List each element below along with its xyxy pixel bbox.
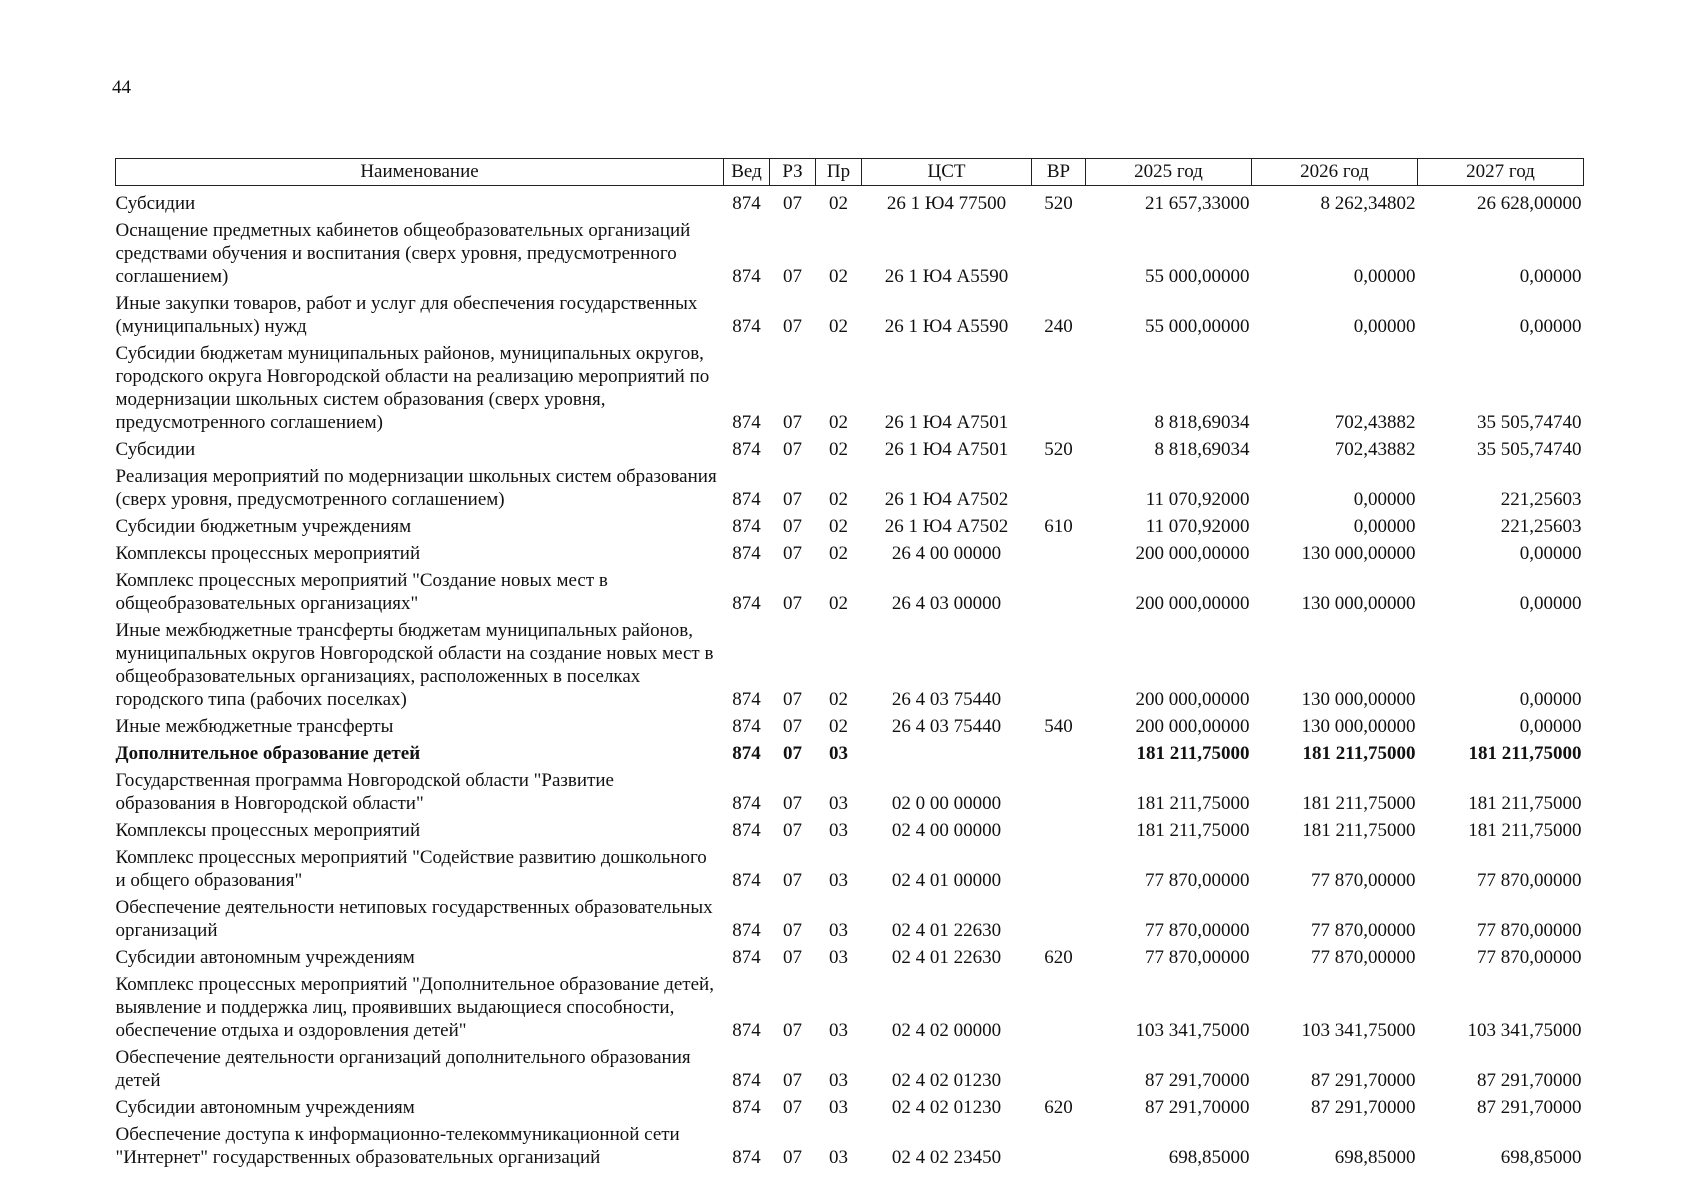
cell-2026: 77 870,00000 bbox=[1311, 920, 1416, 941]
cell-2026: 8 262,34802 bbox=[1320, 193, 1416, 214]
cell-rz: 07 bbox=[783, 412, 802, 433]
cell-vr bbox=[1032, 742, 1086, 769]
cell-ved: 874 bbox=[732, 439, 761, 460]
cell-ved: 874 bbox=[732, 743, 761, 764]
cell-2025: 8 818,69034 bbox=[1154, 412, 1250, 433]
cell-2025: 200 000,00000 bbox=[1135, 543, 1250, 564]
cell-vr bbox=[1032, 896, 1086, 946]
cell-pr: 02 bbox=[829, 489, 848, 510]
cell-2026: 77 870,00000 bbox=[1311, 870, 1416, 891]
table-row bbox=[116, 569, 1584, 619]
table-row bbox=[116, 542, 1584, 569]
cell-name: Комплексы процессных мероприятий bbox=[115, 543, 421, 564]
cell-cst: 26 4 03 75440 bbox=[891, 689, 1002, 710]
table-row bbox=[116, 973, 1584, 1046]
cell-name: Обеспечение деятельности нетиповых государственных образовательных организаций bbox=[115, 897, 713, 941]
cell-cst: 26 1 Ю4 А7502 bbox=[884, 516, 1009, 537]
cell-name: Реализация мероприятий по модернизации школьных систем образования (сверх уровня, предусмотренного соглашением) bbox=[115, 466, 717, 510]
cell-vr: 620 bbox=[1044, 1097, 1073, 1118]
cell-name: Комплекс процессных мероприятий "Дополнительное образование детей, выявление и поддержка лиц, проявивших выдающиеся способности, обеспечение отдыха и оздоровления детей" bbox=[115, 974, 714, 1041]
cell-2027: 221,25603 bbox=[1500, 516, 1582, 537]
cell-2026: 130 000,00000 bbox=[1301, 543, 1416, 564]
cell-ved: 874 bbox=[732, 870, 761, 891]
cell-pr: 03 bbox=[829, 1070, 848, 1091]
cell-ved: 874 bbox=[732, 1070, 761, 1091]
cell-vr bbox=[1032, 342, 1086, 438]
cell-ved: 874 bbox=[732, 1097, 761, 1118]
cell-ved: 874 bbox=[732, 716, 761, 737]
cell-ved: 874 bbox=[732, 793, 761, 814]
table-row bbox=[116, 515, 1584, 542]
cell-ved: 874 bbox=[732, 593, 761, 614]
cell-name: Комплекс процессных мероприятий "Создание новых мест в общеобразовательных организациях" bbox=[115, 570, 608, 614]
table-row bbox=[116, 186, 1584, 220]
cell-cst: 26 4 00 00000 bbox=[891, 543, 1002, 564]
cell-pr: 02 bbox=[829, 543, 848, 564]
cell-2027: 0,00000 bbox=[1519, 316, 1582, 337]
cell-cst: 26 1 Ю4 А7501 bbox=[884, 439, 1009, 460]
table-row bbox=[116, 619, 1584, 715]
cell-vr bbox=[1032, 846, 1086, 896]
cell-name: Субсидии автономным учреждениям bbox=[115, 1097, 415, 1118]
cell-2026: 0,00000 bbox=[1353, 489, 1416, 510]
cell-2025: 181 211,75000 bbox=[1136, 793, 1250, 814]
cell-2026: 702,43882 bbox=[1334, 439, 1416, 460]
cell-cst: 02 4 00 00000 bbox=[891, 820, 1002, 841]
cell-2027: 181 211,75000 bbox=[1468, 793, 1582, 814]
cell-ved: 874 bbox=[732, 543, 761, 564]
cell-name: Комплекс процессных мероприятий "Содействие развитию дошкольного и общего образования" bbox=[115, 847, 707, 891]
cell-rz: 07 bbox=[783, 1070, 802, 1091]
cell-rz: 07 bbox=[783, 920, 802, 941]
cell-rz: 07 bbox=[783, 947, 802, 968]
cell-2025: 77 870,00000 bbox=[1145, 920, 1250, 941]
table-row bbox=[116, 1096, 1584, 1123]
cell-pr: 02 bbox=[829, 412, 848, 433]
cell-2025: 200 000,00000 bbox=[1135, 716, 1250, 737]
cell-rz: 07 bbox=[783, 820, 802, 841]
cell-2027: 181 211,75000 bbox=[1468, 743, 1582, 764]
cell-2025: 181 211,75000 bbox=[1136, 820, 1250, 841]
cell-cst: 26 1 Ю4 А5590 bbox=[884, 316, 1009, 337]
cell-pr: 02 bbox=[829, 689, 848, 710]
cell-ved: 874 bbox=[732, 412, 761, 433]
cell-name: Субсидии автономным учреждениям bbox=[115, 947, 415, 968]
cell-vr: 240 bbox=[1044, 316, 1073, 337]
cell-ved: 874 bbox=[732, 1147, 761, 1168]
cell-vr bbox=[1032, 465, 1086, 515]
cell-name: Обеспечение деятельности организаций дополнительного образования детей bbox=[115, 1047, 691, 1091]
table-row bbox=[116, 342, 1584, 438]
cell-2027: 87 291,70000 bbox=[1477, 1097, 1582, 1118]
cell-pr: 03 bbox=[829, 743, 848, 764]
cell-ved: 874 bbox=[732, 316, 761, 337]
cell-ved: 874 bbox=[732, 947, 761, 968]
cell-2027: 221,25603 bbox=[1500, 489, 1582, 510]
cell-2025: 55 000,00000 bbox=[1145, 266, 1250, 287]
table-body bbox=[116, 186, 1584, 1174]
cell-2025: 11 070,92000 bbox=[1145, 516, 1250, 537]
cell-pr: 02 bbox=[829, 593, 848, 614]
cell-cst: 02 0 00 00000 bbox=[891, 793, 1002, 814]
cell-2025: 698,85000 bbox=[1168, 1147, 1250, 1168]
cell-cst: 02 4 01 22630 bbox=[891, 920, 1002, 941]
cell-pr: 03 bbox=[829, 1020, 848, 1041]
cell-cst: 02 4 01 22630 bbox=[891, 947, 1002, 968]
cell-2026: 0,00000 bbox=[1353, 516, 1416, 537]
cell-2026: 130 000,00000 bbox=[1301, 716, 1416, 737]
header-2025: 2025 год bbox=[1086, 159, 1252, 186]
header-cst: ЦСТ bbox=[862, 159, 1032, 186]
cell-2025: 11 070,92000 bbox=[1145, 489, 1250, 510]
cell-2026: 698,85000 bbox=[1334, 1147, 1416, 1168]
cell-cst: 02 4 02 00000 bbox=[891, 1020, 1002, 1041]
cell-rz: 07 bbox=[783, 439, 802, 460]
cell-cst: 26 4 03 75440 bbox=[891, 716, 1002, 737]
cell-cst: 02 4 02 01230 bbox=[891, 1070, 1002, 1091]
header-pr: Пр bbox=[816, 159, 862, 186]
cell-2025: 55 000,00000 bbox=[1145, 316, 1250, 337]
header-2026: 2026 год bbox=[1252, 159, 1418, 186]
cell-2025: 200 000,00000 bbox=[1135, 593, 1250, 614]
cell-name: Иные межбюджетные трансферты bbox=[115, 716, 394, 737]
cell-vr: 520 bbox=[1044, 439, 1073, 460]
cell-2026: 702,43882 bbox=[1334, 412, 1416, 433]
cell-2027: 87 291,70000 bbox=[1477, 1070, 1582, 1091]
table-row bbox=[116, 1046, 1584, 1096]
cell-name: Субсидии bbox=[115, 439, 196, 460]
table-row bbox=[116, 1123, 1584, 1173]
cell-name: Субсидии бюджетам муниципальных районов, муниципальных округов, городского округа Новгородской области на реализацию мероприятий по модернизации школьных систем образования (сверх уровня, предусмотренного соглашением) bbox=[115, 343, 710, 433]
cell-cst: 26 4 03 00000 bbox=[891, 593, 1002, 614]
cell-vr bbox=[1032, 542, 1086, 569]
cell-2025: 21 657,33000 bbox=[1145, 193, 1250, 214]
cell-2026: 87 291,70000 bbox=[1311, 1070, 1416, 1091]
header-rz: РЗ bbox=[770, 159, 816, 186]
cell-ved: 874 bbox=[732, 516, 761, 537]
cell-pr: 03 bbox=[829, 820, 848, 841]
cell-rz: 07 bbox=[783, 593, 802, 614]
cell-2027: 77 870,00000 bbox=[1477, 870, 1582, 891]
table-row bbox=[116, 846, 1584, 896]
cell-pr: 03 bbox=[829, 947, 848, 968]
cell-2027: 0,00000 bbox=[1519, 266, 1582, 287]
cell-name: Дополнительное образование детей bbox=[115, 743, 421, 764]
cell-2027: 0,00000 bbox=[1519, 543, 1582, 564]
cell-2026: 181 211,75000 bbox=[1302, 820, 1416, 841]
cell-2027: 35 505,74740 bbox=[1477, 412, 1582, 433]
cell-name: Иные межбюджетные трансферты бюджетам муниципальных районов, муниципальных округов Новгородской области на создание новых мест в общеобразовательных организациях, расположенных в поселках городского типа (рабочих поселках) bbox=[115, 620, 714, 710]
cell-2026: 130 000,00000 bbox=[1301, 593, 1416, 614]
cell-2025: 8 818,69034 bbox=[1154, 439, 1250, 460]
cell-2025: 200 000,00000 bbox=[1135, 689, 1250, 710]
cell-vr bbox=[1032, 1046, 1086, 1096]
header-vr: ВР bbox=[1032, 159, 1086, 186]
cell-2027: 103 341,75000 bbox=[1467, 1020, 1582, 1041]
cell-rz: 07 bbox=[783, 1020, 802, 1041]
cell-2027: 35 505,74740 bbox=[1477, 439, 1582, 460]
cell-2025: 181 211,75000 bbox=[1136, 743, 1250, 764]
cell-2027: 77 870,00000 bbox=[1477, 920, 1582, 941]
cell-rz: 07 bbox=[783, 716, 802, 737]
table-row bbox=[116, 292, 1584, 342]
cell-vr bbox=[1032, 1123, 1086, 1173]
cell-2027: 698,85000 bbox=[1500, 1147, 1582, 1168]
cell-cst: 26 1 Ю4 77500 bbox=[886, 193, 1007, 214]
table-row bbox=[116, 769, 1584, 819]
cell-vr bbox=[1032, 769, 1086, 819]
cell-rz: 07 bbox=[783, 266, 802, 287]
cell-2025: 77 870,00000 bbox=[1145, 870, 1250, 891]
cell-pr: 02 bbox=[829, 716, 848, 737]
cell-2027: 77 870,00000 bbox=[1477, 947, 1582, 968]
cell-2026: 181 211,75000 bbox=[1302, 793, 1416, 814]
cell-vr: 540 bbox=[1044, 716, 1073, 737]
cell-vr: 620 bbox=[1044, 947, 1073, 968]
header-name: Наименование bbox=[116, 159, 724, 186]
cell-pr: 03 bbox=[829, 920, 848, 941]
page-number: 44 bbox=[112, 77, 131, 98]
cell-vr bbox=[1032, 973, 1086, 1046]
cell-2026: 77 870,00000 bbox=[1311, 947, 1416, 968]
cell-cst: 26 1 Ю4 А7502 bbox=[884, 489, 1009, 510]
cell-rz: 07 bbox=[783, 516, 802, 537]
cell-rz: 07 bbox=[783, 193, 802, 214]
cell-ved: 874 bbox=[732, 920, 761, 941]
cell-2025: 87 291,70000 bbox=[1145, 1097, 1250, 1118]
cell-cst: 02 4 02 01230 bbox=[891, 1097, 1002, 1118]
cell-rz: 07 bbox=[783, 543, 802, 564]
cell-ved: 874 bbox=[732, 266, 761, 287]
cell-2025: 77 870,00000 bbox=[1145, 947, 1250, 968]
cell-vr bbox=[1032, 219, 1086, 292]
cell-pr: 03 bbox=[829, 793, 848, 814]
cell-rz: 07 bbox=[783, 743, 802, 764]
cell-name: Обеспечение доступа к информационно-телекоммуникационной сети "Интернет" государственных образовательных организаций bbox=[115, 1124, 680, 1168]
cell-name: Государственная программа Новгородской области "Развитие образования в Новгородской области" bbox=[115, 770, 614, 814]
cell-name: Иные закупки товаров, работ и услуг для обеспечения государственных (муниципальных) нужд bbox=[115, 293, 698, 337]
cell-vr: 520 bbox=[1044, 193, 1073, 214]
cell-2027: 26 628,00000 bbox=[1477, 193, 1582, 214]
cell-pr: 02 bbox=[829, 516, 848, 537]
table-row bbox=[116, 742, 1584, 769]
cell-name: Оснащение предметных кабинетов общеобразовательных организаций средствами обучения и воспитания (сверх уровня, предусмотренного соглашением) bbox=[115, 220, 691, 287]
cell-cst: 26 1 Ю4 А7501 bbox=[884, 412, 1009, 433]
cell-2026: 87 291,70000 bbox=[1311, 1097, 1416, 1118]
cell-2026: 130 000,00000 bbox=[1301, 689, 1416, 710]
cell-2026: 103 341,75000 bbox=[1301, 1020, 1416, 1041]
cell-rz: 07 bbox=[783, 1097, 802, 1118]
table-row bbox=[116, 219, 1584, 292]
cell-pr: 02 bbox=[829, 316, 848, 337]
cell-cst: 26 1 Ю4 А5590 bbox=[884, 266, 1009, 287]
cell-rz: 07 bbox=[783, 793, 802, 814]
cell-cst: 02 4 01 00000 bbox=[891, 870, 1002, 891]
cell-vr bbox=[1032, 619, 1086, 715]
cell-rz: 07 bbox=[783, 489, 802, 510]
cell-2026: 181 211,75000 bbox=[1302, 743, 1416, 764]
cell-rz: 07 bbox=[783, 316, 802, 337]
cell-pr: 02 bbox=[829, 439, 848, 460]
cell-2026: 0,00000 bbox=[1353, 316, 1416, 337]
table-row bbox=[116, 896, 1584, 946]
cell-ved: 874 bbox=[732, 689, 761, 710]
header-2027: 2027 год bbox=[1418, 159, 1584, 186]
cell-vr bbox=[1032, 569, 1086, 619]
cell-ved: 874 bbox=[732, 193, 761, 214]
cell-2025: 103 341,75000 bbox=[1135, 1020, 1250, 1041]
cell-2027: 181 211,75000 bbox=[1468, 820, 1582, 841]
header-ved: Вед bbox=[724, 159, 770, 186]
cell-rz: 07 bbox=[783, 1147, 802, 1168]
table-row bbox=[116, 819, 1584, 846]
cell-ved: 874 bbox=[732, 1020, 761, 1041]
table-row bbox=[116, 715, 1584, 742]
cell-2027: 0,00000 bbox=[1519, 593, 1582, 614]
cell-cst: 02 4 02 23450 bbox=[891, 1147, 1002, 1168]
cell-vr: 610 bbox=[1044, 516, 1073, 537]
cell-2025: 87 291,70000 bbox=[1145, 1070, 1250, 1091]
cell-cst bbox=[862, 742, 1032, 769]
cell-name: Субсидии бюджетным учреждениям bbox=[115, 516, 412, 537]
cell-ved: 874 bbox=[732, 489, 761, 510]
cell-2026: 0,00000 bbox=[1353, 266, 1416, 287]
cell-pr: 02 bbox=[829, 193, 848, 214]
cell-name: Субсидии bbox=[115, 193, 196, 214]
cell-vr bbox=[1032, 819, 1086, 846]
cell-pr: 02 bbox=[829, 266, 848, 287]
cell-2027: 0,00000 bbox=[1519, 689, 1582, 710]
cell-rz: 07 bbox=[783, 689, 802, 710]
table-header-row bbox=[116, 159, 1584, 186]
cell-pr: 03 bbox=[829, 1097, 848, 1118]
table-row bbox=[116, 946, 1584, 973]
table-row bbox=[116, 438, 1584, 465]
cell-ved: 874 bbox=[732, 820, 761, 841]
cell-pr: 03 bbox=[829, 1147, 848, 1168]
cell-2027: 0,00000 bbox=[1519, 716, 1582, 737]
cell-rz: 07 bbox=[783, 870, 802, 891]
table-row bbox=[116, 465, 1584, 515]
budget-table bbox=[115, 158, 1584, 1173]
cell-pr: 03 bbox=[829, 870, 848, 891]
cell-name: Комплексы процессных мероприятий bbox=[115, 820, 421, 841]
